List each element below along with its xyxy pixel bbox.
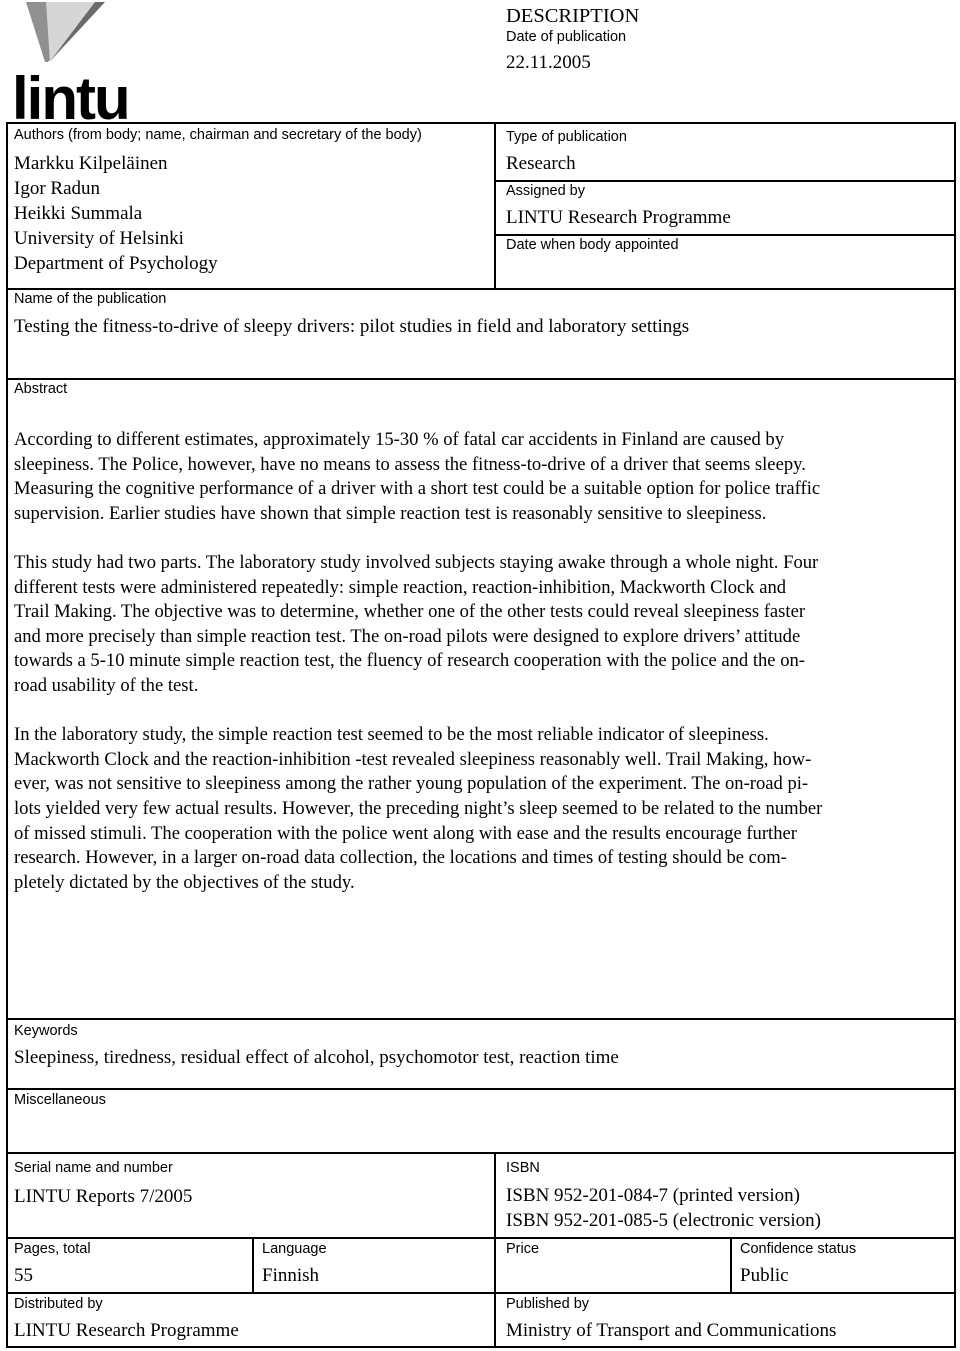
authors-label: Authors (from body; name, chairman and secretary of the body) bbox=[14, 127, 422, 143]
abstract-line: different tests were administered repeatedly: simple reaction, reaction-inhibition, Mackworth Clock and bbox=[14, 576, 787, 598]
keywords-label: Keywords bbox=[14, 1023, 78, 1039]
author-line: Department of Psychology bbox=[14, 253, 218, 274]
lintu-logo bbox=[10, 2, 155, 124]
abstract-line: road usability of the test. bbox=[14, 674, 199, 696]
abstract-line: Trail Making. The objective was to determine, whether one of the other tests could reveal sleepiness faster bbox=[14, 601, 806, 623]
confidence-status-label: Confidence status bbox=[740, 1241, 857, 1257]
distributed-by-label: Distributed by bbox=[14, 1296, 103, 1312]
description-heading: DESCRIPTION bbox=[506, 5, 640, 27]
abstract-line: Measuring the cognitive performance of a driver with a short test could be a suitable option for police traffic bbox=[14, 478, 821, 500]
serial-value: LINTU Reports 7/2005 bbox=[14, 1186, 193, 1207]
divider bbox=[730, 1238, 732, 1293]
divider bbox=[252, 1238, 254, 1293]
divider bbox=[7, 1292, 955, 1294]
abstract-line: According to different estimates, approximately 15-30 % of fatal car accidents in Finland are caused by bbox=[14, 429, 784, 450]
date-of-publication-value: 22.11.2005 bbox=[506, 52, 591, 73]
published-by-value: Ministry of Transport and Communications bbox=[506, 1320, 837, 1341]
abstract-line: of missed stimuli. The cooperation with the police went along with ease and the results encourage further bbox=[14, 822, 797, 844]
pages-value: 55 bbox=[14, 1265, 33, 1286]
isbn-label: ISBN bbox=[506, 1160, 540, 1176]
assigned-by-value: LINTU Research Programme bbox=[506, 207, 731, 228]
authors-list bbox=[14, 151, 218, 276]
author-line: Heikki Summala bbox=[14, 203, 143, 224]
abstract-line: ever, was not sensitive to sleepiness among the rather young population of the experiment. The on-road pi- bbox=[14, 773, 809, 795]
date-appointed-label: Date when body appointed bbox=[506, 237, 679, 253]
abstract-line: lots yielded very few actual results. However, the preceding night’s sleep seemed to be related to the number bbox=[14, 797, 823, 819]
abstract-paragraph bbox=[14, 428, 944, 526]
abstract-line: research. However, in a larger on-road data collection, the locations and times of testing should be com- bbox=[14, 847, 787, 869]
price-label: Price bbox=[506, 1241, 540, 1257]
pages-label: Pages, total bbox=[14, 1241, 91, 1257]
abstract-line: sleepiness. The Police, however, have no means to assess the fitness-to-drive of a driver that seems sleepy. bbox=[14, 453, 806, 475]
type-of-publication-label: Type of publication bbox=[506, 129, 627, 145]
author-line: Markku Kilpeläinen bbox=[14, 153, 168, 174]
divider bbox=[494, 1153, 496, 1347]
distributed-by-value: LINTU Research Programme bbox=[14, 1320, 239, 1341]
isbn-line: ISBN 952-201-084-7 (printed version) bbox=[506, 1185, 800, 1206]
abstract-paragraph bbox=[14, 551, 944, 699]
serial-label: Serial name and number bbox=[14, 1160, 173, 1176]
abstract-line: Mackworth Clock and the reaction-inhibition -test revealed sleepiness reasonably well. Trail Making, how- bbox=[14, 748, 812, 770]
divider bbox=[7, 1237, 955, 1239]
abstract-line: In the laboratory study, the simple reaction test seemed to be the most reliable indicator of sleepiness. bbox=[14, 724, 769, 746]
language-label: Language bbox=[262, 1241, 327, 1257]
language-value: Finnish bbox=[262, 1265, 320, 1286]
logo-wordmark: lintu bbox=[12, 65, 129, 124]
author-line: University of Helsinki bbox=[14, 228, 184, 249]
miscellaneous-box bbox=[6, 1088, 956, 1154]
publication-name-value: Testing the fitness-to-drive of sleepy drivers: pilot studies in field and laboratory settings bbox=[14, 316, 690, 337]
miscellaneous-label: Miscellaneous bbox=[14, 1092, 106, 1108]
abstract-paragraph bbox=[14, 723, 944, 895]
publication-name-label: Name of the publication bbox=[14, 291, 167, 307]
abstract-line: towards a 5-10 minute simple reaction test, the fluency of research cooperation with the police and the on- bbox=[14, 650, 805, 672]
type-of-publication-value: Research bbox=[506, 153, 576, 174]
abstract-line: This study had two parts. The laboratory study involved subjects staying awake through a whole night. Four bbox=[14, 551, 819, 573]
abstract-label: Abstract bbox=[14, 381, 68, 397]
author-line: Igor Radun bbox=[14, 178, 101, 199]
confidence-status-value: Public bbox=[740, 1265, 789, 1286]
abstract-text bbox=[14, 428, 944, 895]
published-by-label: Published by bbox=[506, 1296, 590, 1312]
keywords-value: Sleepiness, tiredness, residual effect of alcohol, psychomotor test, reaction time bbox=[14, 1047, 619, 1068]
isbn-line: ISBN 952-201-085-5 (electronic version) bbox=[506, 1210, 822, 1231]
abstract-line: supervision. Earlier studies have shown that simple reaction test is reasonably sensitive to sleepiness. bbox=[14, 502, 767, 524]
date-of-publication-label: Date of publication bbox=[506, 29, 627, 45]
abstract-line: and more precisely than simple reaction test. The on-road pilots were designed to explore drivers’ attitude bbox=[14, 625, 801, 647]
assigned-by-label: Assigned by bbox=[506, 183, 585, 199]
abstract-line: pletely dictated by the objectives of the study. bbox=[14, 871, 355, 893]
publication-type-box bbox=[494, 122, 956, 290]
isbn-list bbox=[506, 1183, 821, 1233]
